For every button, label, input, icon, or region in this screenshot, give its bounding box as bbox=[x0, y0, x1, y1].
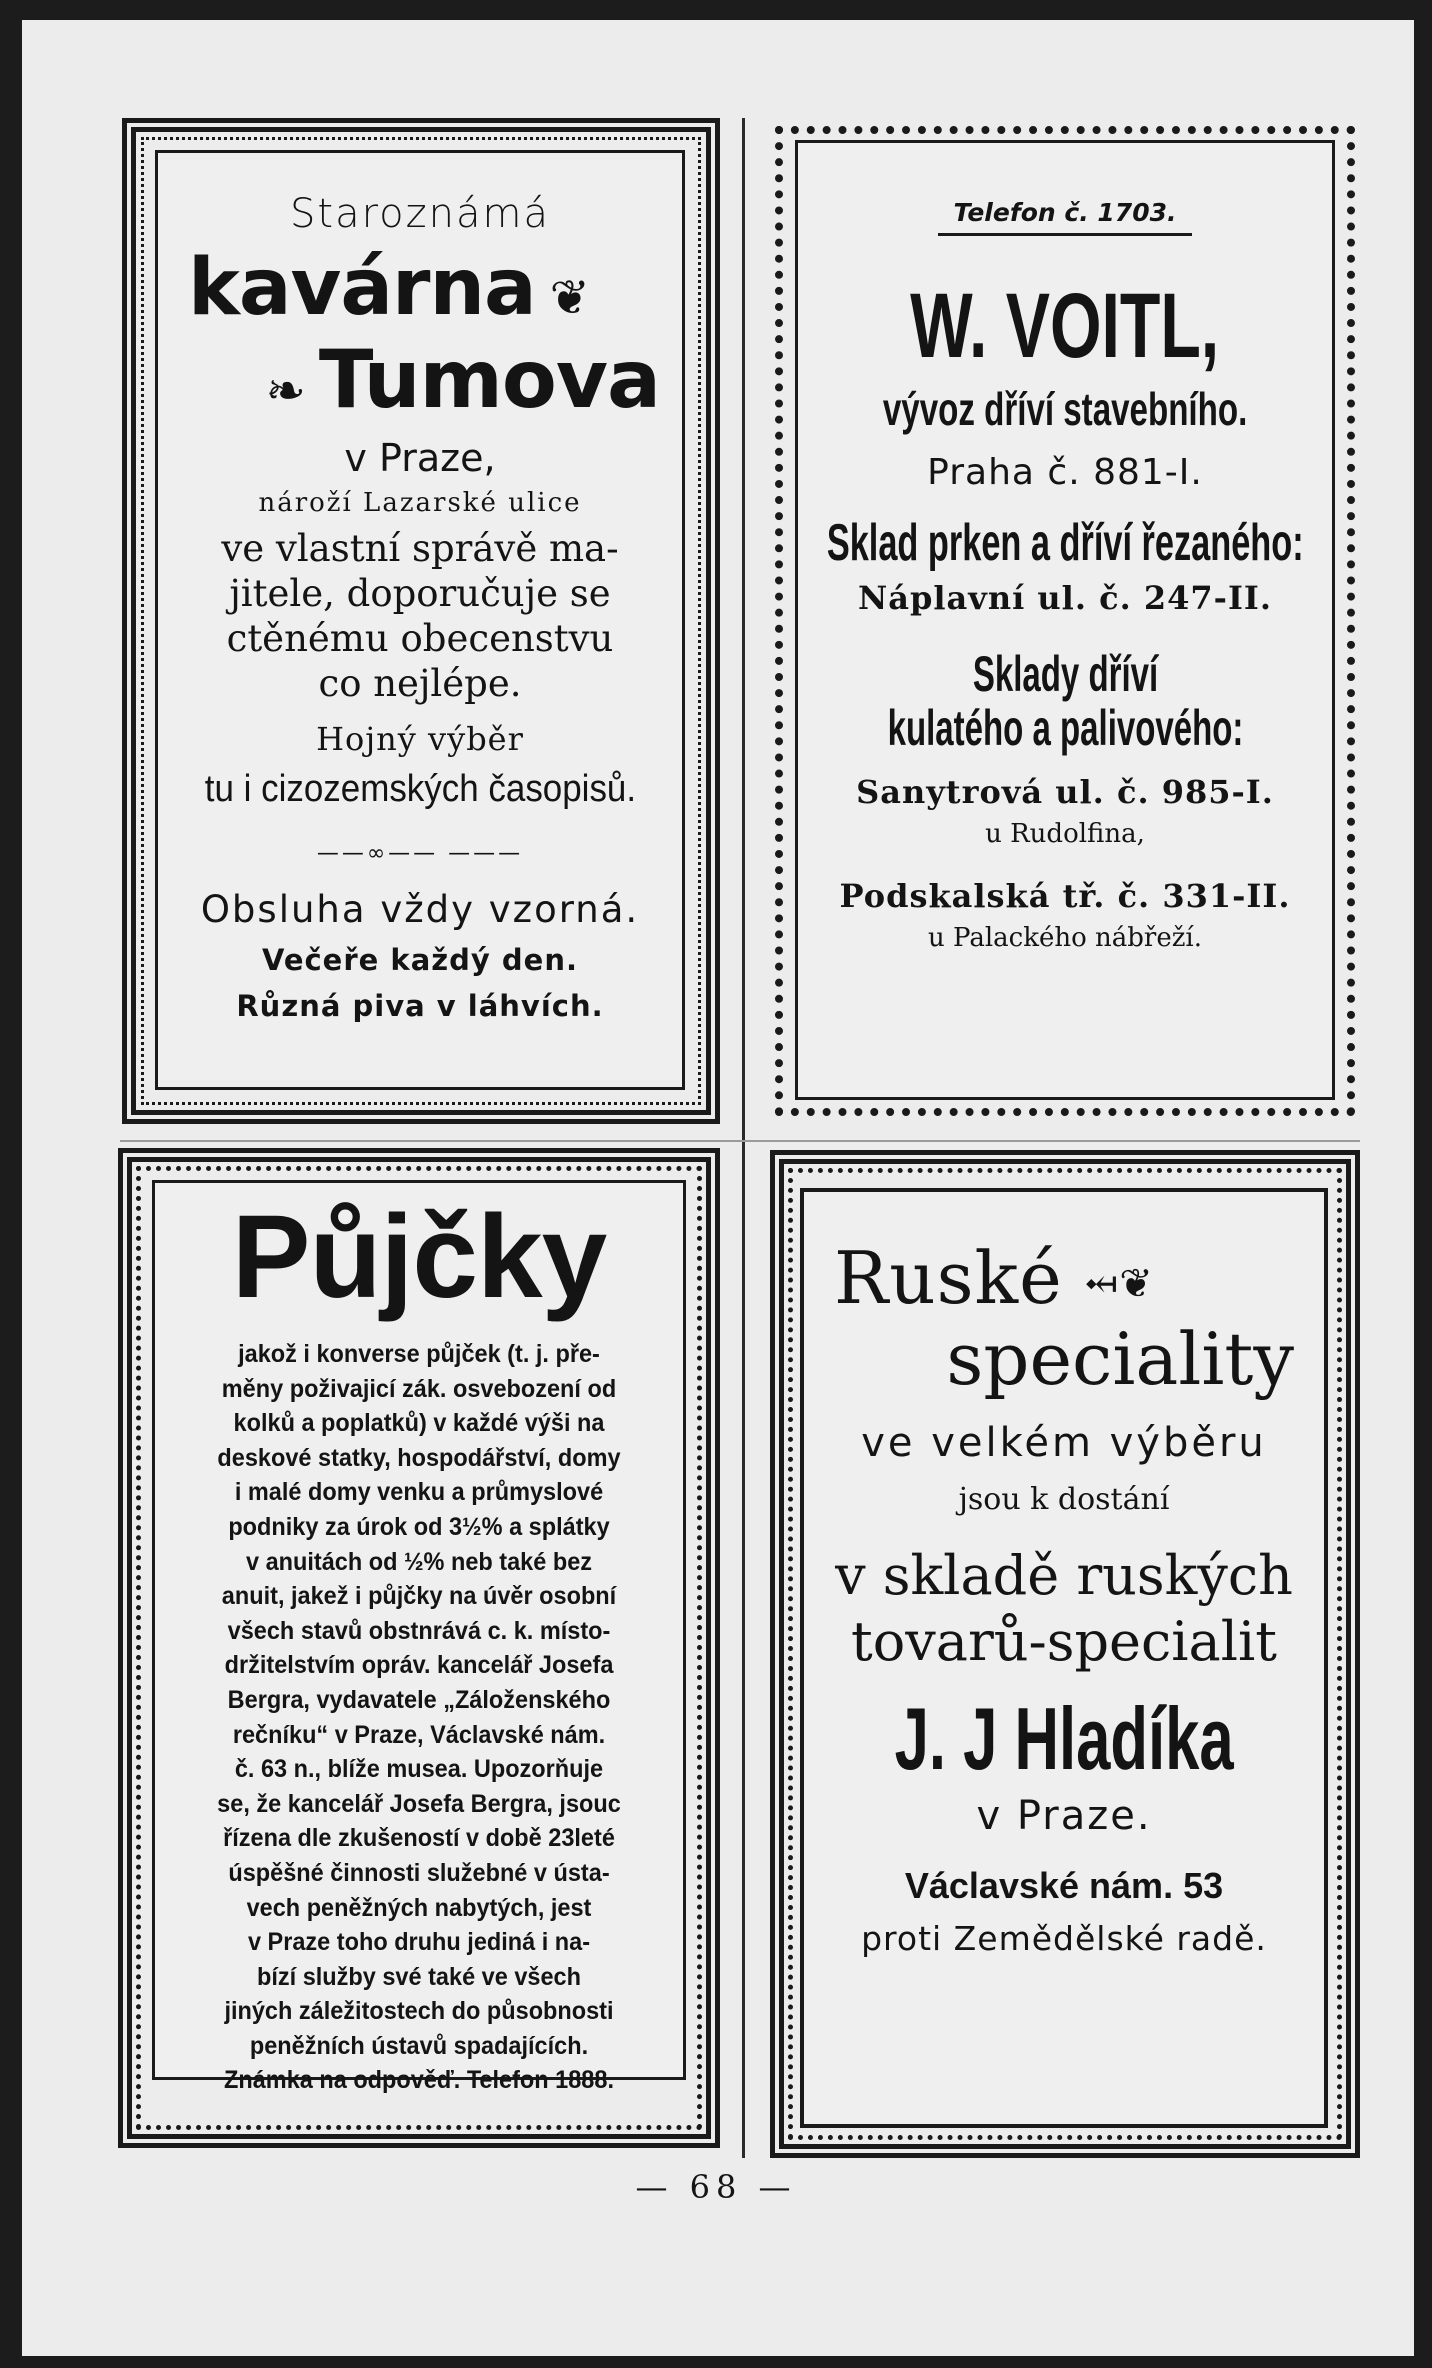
wood-export: vývoz dříví stavebního. bbox=[882, 383, 1248, 435]
loans-body-line: rečníku“ v Praze, Václavské nám. bbox=[232, 1720, 606, 1749]
russian-near: proti Zemědělské radě. bbox=[861, 1919, 1267, 1958]
loans-body-line: držitelstvím opráv. kancelář Josefa bbox=[224, 1651, 614, 1680]
loans-body bbox=[194, 1337, 643, 2098]
loans-body-line: úspěšné činnosti služebné v ústa- bbox=[228, 1858, 610, 1887]
loans-body-line: vech peněžných nabytých, jest bbox=[246, 1893, 592, 1922]
cafe-body-line: jitele, doporučuje se bbox=[229, 572, 611, 615]
cafe-service: Obsluha vždy vzorná. bbox=[200, 888, 640, 931]
russian-line-3: v skladě ruských bbox=[835, 1544, 1293, 1607]
loans-body-line: podniky za úrok od 3½% a splátky bbox=[228, 1512, 610, 1541]
cafe-body-line: co nejlépe. bbox=[318, 662, 522, 705]
loans-body-line: v Praze toho druhu jediná i na- bbox=[247, 1928, 591, 1957]
russian-line-1: ve velkém výběru bbox=[861, 1420, 1267, 1466]
russian-city: v Praze. bbox=[976, 1793, 1152, 1839]
loans-body-line: Bergra, vydavatele „Záloženského bbox=[227, 1685, 611, 1714]
loans-body-line: jiných záležitostech do působnosti bbox=[224, 1997, 614, 2026]
wood-phone: Telefon č. 1703. bbox=[938, 198, 1193, 236]
loans-body-line: kolků a poplatků) v každé výši na bbox=[233, 1409, 605, 1438]
russian-subtitle: speciality bbox=[946, 1317, 1294, 1401]
wood-store-1: Sklad prken a dříví řezaného: bbox=[826, 514, 1304, 572]
russian-title bbox=[834, 1236, 1154, 1320]
russian-line-4: tovarů-specialit bbox=[851, 1610, 1277, 1673]
horizontal-divider bbox=[120, 1140, 1360, 1142]
wood-store-2-line: kulatého a palivového: bbox=[887, 700, 1243, 756]
leaf-ornament-icon: ❧ bbox=[265, 363, 305, 419]
loans-body-line: měny poživajicí zák. osvebození od bbox=[221, 1374, 617, 1403]
cafe-choice: Hojný výběr bbox=[316, 720, 524, 758]
wood-store-2-line: Sklady dříví bbox=[972, 646, 1158, 702]
loans-body-line: deskové statky, hospodářství, domy bbox=[217, 1443, 621, 1472]
loans-body-line: peněžních ústavů spadajících. bbox=[249, 2031, 589, 2060]
cafe-owner bbox=[252, 333, 660, 426]
divider-ornament-icon: ——∞—— ——— bbox=[316, 841, 524, 866]
wood-store-2-address-1: Sanytrová ul. č. 985-I. bbox=[856, 773, 1274, 811]
wood-store-2-note-1: u Rudolfina, bbox=[985, 819, 1145, 849]
cafe-corner: nároží Lazarské ulice bbox=[258, 488, 582, 518]
russian-firm: J. J Hladíka bbox=[894, 1689, 1234, 1788]
cafe-word-text: kavárna bbox=[188, 243, 536, 333]
cafe-word bbox=[188, 243, 603, 333]
cafe-body bbox=[221, 526, 618, 706]
loans-title: Půjčky bbox=[231, 1191, 607, 1323]
russian-title-text: Ruské bbox=[834, 1236, 1063, 1320]
loans-body-line: všech stavů obstnrává c. k. místo- bbox=[227, 1616, 611, 1645]
russian-advertisement bbox=[800, 1188, 1328, 2128]
wood-city: Praha č. 881-I. bbox=[927, 452, 1203, 493]
cafe-body-line: ve vlastní správě ma- bbox=[221, 527, 619, 570]
cafe-dinner: Večeře každý den. bbox=[261, 943, 579, 977]
russian-line-2: jsou k dostání bbox=[958, 1482, 1170, 1517]
cafe-magazines: tu i cizozemských časopisů. bbox=[204, 768, 636, 810]
loans-body-line: i malé domy venku a průmyslové bbox=[234, 1478, 604, 1507]
cafe-advertisement bbox=[155, 150, 685, 1090]
loans-body-line: anuit, jakež i půjčky na úvěr osobní bbox=[221, 1582, 617, 1611]
vertical-divider bbox=[742, 118, 745, 2158]
loans-body-line: Známka na odpověď. Telefon 1888. bbox=[224, 2066, 614, 2095]
wood-store-2-note-2: u Palackého nábřeží. bbox=[927, 923, 1202, 953]
loans-body-line: jakož i konverse půjček (t. j. pře- bbox=[238, 1340, 600, 1368]
cafe-owner-name: Tumova bbox=[318, 333, 660, 426]
wood-store-2-address-2: Podskalská tř. č. 331-II. bbox=[839, 877, 1291, 915]
cafe-beer: Různá piva v láhvích. bbox=[236, 989, 604, 1023]
loans-body-line: řízena dle zkušeností v době 23leté bbox=[223, 1824, 615, 1853]
cafe-intro: Staroznámá bbox=[290, 191, 550, 237]
wood-store-1-address: Náplavní ul. č. 247-II. bbox=[857, 579, 1273, 617]
wood-company-name: W. VOITL, bbox=[910, 275, 1220, 377]
cafe-city: v Praze, bbox=[344, 436, 496, 480]
loans-body-line: v anuitách od ½% neb také bez bbox=[245, 1547, 593, 1576]
cafe-body-line: ctěnému obecenstvu bbox=[226, 617, 614, 660]
wood-advertisement bbox=[795, 140, 1335, 1100]
leaf-ornament-icon: ❦ bbox=[549, 270, 589, 326]
loans-advertisement bbox=[152, 1180, 686, 2095]
wood-store-2 bbox=[887, 647, 1243, 755]
loans-body-line: se, že kancelář Josefa Bergra, jsouc bbox=[217, 1789, 621, 1818]
russian-address: Václavské nám. 53 bbox=[904, 1865, 1224, 1906]
loans-body-line: č. 63 n., blíže musea. Upozorňuje bbox=[234, 1755, 604, 1784]
loans-body-line: bízí služby své také ve všech bbox=[257, 1962, 581, 1991]
sprig-ornament-icon: ⤟❦ bbox=[1084, 1261, 1154, 1307]
page-number: — 68 — bbox=[635, 2168, 797, 2206]
